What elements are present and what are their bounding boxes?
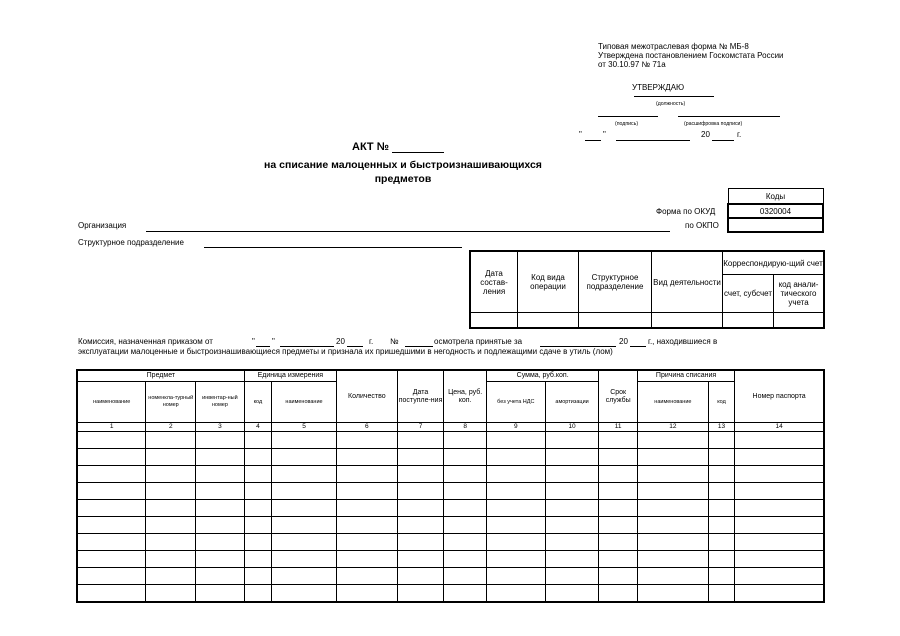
table-cell[interactable] (545, 500, 599, 517)
commission-year2: 20 (619, 337, 628, 346)
table-cell[interactable] (336, 568, 397, 585)
col-number: 5 (272, 423, 337, 432)
table-cell[interactable] (77, 551, 146, 568)
table-cell[interactable] (599, 449, 638, 466)
quantity-header: Количество (336, 370, 397, 423)
act-subtitle-line1: на списание малоценных и быстроизнашивающихся (264, 159, 542, 171)
table-cell[interactable] (397, 432, 444, 449)
commission-q1: " (252, 337, 255, 346)
col-number: 7 (397, 423, 444, 432)
organization-label: Организация (78, 221, 127, 230)
act-title: АКТ № (352, 141, 389, 153)
table-cell[interactable] (735, 483, 824, 500)
table-cell[interactable] (397, 466, 444, 483)
table-cell[interactable] (272, 466, 337, 483)
table-cell[interactable] (77, 432, 146, 449)
table-cell[interactable] (336, 517, 397, 534)
date-year-line (712, 140, 734, 141)
date-year-suffix: г. (737, 130, 742, 139)
table-cell[interactable] (545, 517, 599, 534)
table-cell[interactable] (397, 517, 444, 534)
table-cell[interactable] (272, 534, 337, 551)
table-cell[interactable] (545, 466, 599, 483)
items-table (76, 369, 825, 603)
table-cell[interactable] (196, 534, 245, 551)
table-cell[interactable] (244, 432, 271, 449)
table-cell[interactable] (244, 585, 271, 603)
table-cell[interactable] (735, 449, 824, 466)
sum-header: Сумма, руб.коп. (486, 370, 599, 382)
table-cell[interactable] (486, 534, 545, 551)
table-cell[interactable] (708, 466, 734, 483)
signature-line (598, 116, 658, 117)
okud-value: 0320004 (728, 204, 823, 218)
commission-line2: эксплуатации малоценные и быстроизнашивающиеся предметы и признала их пришедшими в негодность и подлежащими сдаче в утиль (лом) (78, 347, 613, 356)
table-cell[interactable] (146, 466, 196, 483)
table-row (77, 585, 824, 603)
table-cell[interactable] (336, 500, 397, 517)
codes-table (727, 188, 824, 233)
form-type: Типовая межотраслевая форма № МБ-8 (598, 42, 749, 51)
col-number: 12 (637, 423, 708, 432)
commission-accepted: осмотрела принятые за (434, 337, 523, 346)
col-number: 10 (545, 423, 599, 432)
table-cell[interactable] (244, 449, 271, 466)
table-cell[interactable] (599, 534, 638, 551)
col-number: 14 (735, 423, 824, 432)
col-number: 9 (486, 423, 545, 432)
table-row (77, 432, 824, 449)
col-number: 3 (196, 423, 245, 432)
codes-header: Коды (728, 189, 823, 205)
table-cell[interactable] (146, 534, 196, 551)
col-number: 13 (708, 423, 734, 432)
reason-name-header: наименование (637, 382, 708, 423)
doc-division-cell[interactable] (579, 313, 652, 329)
doc-analytics-cell[interactable] (774, 313, 825, 329)
table-cell[interactable] (637, 449, 708, 466)
table-cell[interactable] (486, 466, 545, 483)
form-header (598, 42, 784, 69)
item-name-header: наименование (77, 382, 146, 423)
table-cell[interactable] (599, 551, 638, 568)
division-field[interactable] (204, 247, 462, 248)
table-cell[interactable] (272, 483, 337, 500)
table-cell[interactable] (336, 483, 397, 500)
table-cell[interactable] (244, 483, 271, 500)
decode-line (678, 116, 780, 117)
table-cell[interactable] (486, 432, 545, 449)
table-cell[interactable] (545, 432, 599, 449)
table-cell[interactable] (735, 466, 824, 483)
passport-header: Номер паспорта (735, 370, 824, 423)
doc-opcode-cell[interactable] (518, 313, 579, 329)
doc-date-header: Дата состав-ления (470, 251, 518, 313)
item-nomen-header: номенкла-турный номер (146, 382, 196, 423)
table-cell[interactable] (545, 568, 599, 585)
doc-analytics-header: код анали-тического учета (774, 275, 825, 313)
table-cell[interactable] (545, 449, 599, 466)
table-cell[interactable] (196, 551, 245, 568)
date-month-line (616, 140, 690, 141)
col-number: 4 (244, 423, 271, 432)
commission-order-label: Комиссия, назначенная приказом от (78, 337, 213, 346)
table-cell[interactable] (146, 551, 196, 568)
table-cell[interactable] (599, 483, 638, 500)
table-cell[interactable] (444, 466, 487, 483)
doc-account-header: счет, субсчет (723, 275, 774, 313)
table-cell[interactable] (244, 534, 271, 551)
table-cell[interactable] (272, 500, 337, 517)
table-cell[interactable] (146, 517, 196, 534)
doc-table (469, 250, 825, 329)
table-cell[interactable] (637, 500, 708, 517)
table-cell[interactable] (444, 568, 487, 585)
table-cell[interactable] (637, 466, 708, 483)
okpo-label: по ОКПО (685, 221, 719, 230)
table-cell[interactable] (735, 517, 824, 534)
table-cell[interactable] (244, 466, 271, 483)
table-cell[interactable] (196, 517, 245, 534)
reason-header: Причина списания (637, 370, 734, 382)
table-body (77, 432, 824, 603)
table-cell[interactable] (637, 568, 708, 585)
table-row (77, 534, 824, 551)
date-quote-close: " (603, 130, 606, 139)
table-cell[interactable] (397, 500, 444, 517)
table-row (77, 517, 824, 534)
table-cell[interactable] (637, 534, 708, 551)
table-cell[interactable] (77, 534, 146, 551)
table-cell[interactable] (146, 483, 196, 500)
table-cell[interactable] (637, 483, 708, 500)
table-cell[interactable] (77, 483, 146, 500)
signature-caption: (подпись) (615, 121, 639, 127)
table-cell[interactable] (196, 432, 245, 449)
table-cell[interactable] (397, 534, 444, 551)
table-cell[interactable] (545, 551, 599, 568)
table-cell[interactable] (444, 449, 487, 466)
table-cell[interactable] (196, 466, 245, 483)
table-cell[interactable] (196, 585, 245, 603)
table-cell[interactable] (735, 568, 824, 585)
table-cell[interactable] (486, 483, 545, 500)
table-cell[interactable] (272, 568, 337, 585)
doc-opcode-header: Код вида операции (518, 251, 579, 313)
table-cell[interactable] (708, 483, 734, 500)
table-cell[interactable] (599, 500, 638, 517)
date-in-header: Дата поступле-ния (397, 370, 444, 423)
table-cell[interactable] (336, 534, 397, 551)
table-cell[interactable] (146, 585, 196, 603)
table-cell[interactable] (708, 449, 734, 466)
table-cell[interactable] (397, 551, 444, 568)
column-numbers-row (77, 423, 824, 432)
table-cell[interactable] (486, 551, 545, 568)
act-number-line (392, 152, 444, 153)
table-cell[interactable] (735, 500, 824, 517)
table-cell[interactable] (196, 568, 245, 585)
col-number: 8 (444, 423, 487, 432)
table-cell[interactable] (444, 534, 487, 551)
form-decree: от 30.10.97 № 71а (598, 60, 666, 69)
table-cell[interactable] (272, 551, 337, 568)
table-cell[interactable] (444, 432, 487, 449)
table-cell[interactable] (244, 500, 271, 517)
reason-code-header: код (708, 382, 734, 423)
table-cell[interactable] (77, 449, 146, 466)
date-day-line (585, 140, 601, 141)
table-cell[interactable] (599, 466, 638, 483)
item-inv-header: инвентар-ный номер (196, 382, 245, 423)
table-cell[interactable] (486, 568, 545, 585)
table-cell[interactable] (708, 585, 734, 603)
table-cell[interactable] (708, 432, 734, 449)
table-cell[interactable] (486, 585, 545, 603)
act-subtitle-line2: предметов (374, 173, 432, 185)
table-cell[interactable] (272, 585, 337, 603)
table-cell[interactable] (77, 517, 146, 534)
table-cell[interactable] (486, 449, 545, 466)
table-cell[interactable] (272, 517, 337, 534)
table-row (77, 568, 824, 585)
table-cell[interactable] (336, 432, 397, 449)
table-cell[interactable] (637, 551, 708, 568)
organization-field[interactable] (146, 231, 670, 232)
table-cell[interactable] (77, 500, 146, 517)
table-cell[interactable] (708, 534, 734, 551)
doc-activity-cell[interactable] (652, 313, 723, 329)
form-approved: Утверждена постановлением Госкомстата России (598, 51, 784, 60)
table-cell[interactable] (444, 551, 487, 568)
col-number: 11 (599, 423, 638, 432)
table-cell[interactable] (545, 483, 599, 500)
table-cell[interactable] (77, 568, 146, 585)
table-row (77, 466, 824, 483)
table-cell[interactable] (336, 551, 397, 568)
table-cell[interactable] (444, 585, 487, 603)
doc-division-header: Структурное подразделение (579, 251, 652, 313)
doc-corr-header: Корреспондирую-щий счет (723, 251, 825, 275)
table-cell[interactable] (77, 585, 146, 603)
table-cell[interactable] (599, 568, 638, 585)
table-cell[interactable] (272, 449, 337, 466)
table-cell[interactable] (486, 517, 545, 534)
table-cell[interactable] (708, 517, 734, 534)
table-cell[interactable] (486, 500, 545, 517)
table-cell[interactable] (735, 534, 824, 551)
table-cell[interactable] (735, 551, 824, 568)
sum-no-vat-header: без учета НДС (486, 382, 545, 423)
table-cell[interactable] (735, 585, 824, 603)
table-cell[interactable] (599, 585, 638, 603)
commission-g1: г. (369, 337, 374, 346)
table-cell[interactable] (272, 432, 337, 449)
table-cell[interactable] (444, 483, 487, 500)
okpo-value (728, 218, 823, 232)
table-cell[interactable] (336, 449, 397, 466)
table-cell[interactable] (336, 466, 397, 483)
date-quote-open: " (579, 130, 582, 139)
table-cell[interactable] (196, 449, 245, 466)
unit-name-header: наименование (272, 382, 337, 423)
table-cell[interactable] (599, 517, 638, 534)
commission-year1: 20 (336, 337, 345, 346)
table-cell[interactable] (444, 517, 487, 534)
table-cell[interactable] (336, 585, 397, 603)
table-cell[interactable] (708, 500, 734, 517)
table-cell[interactable] (146, 432, 196, 449)
okud-label: Форма по ОКУД (656, 207, 716, 216)
table-row (77, 551, 824, 568)
table-cell[interactable] (196, 483, 245, 500)
commission-located: г., находившиеся в (648, 337, 718, 346)
table-cell[interactable] (735, 432, 824, 449)
table-cell[interactable] (444, 500, 487, 517)
table-cell[interactable] (244, 517, 271, 534)
table-cell[interactable] (708, 551, 734, 568)
table-cell[interactable] (196, 500, 245, 517)
date-year-prefix: 20 (701, 130, 710, 139)
col-number: 1 (77, 423, 146, 432)
item-header: Предмет (77, 370, 244, 382)
table-cell[interactable] (146, 568, 196, 585)
division-label: Структурное подразделение (78, 238, 184, 247)
table-cell[interactable] (397, 449, 444, 466)
table-cell[interactable] (146, 449, 196, 466)
table-cell[interactable] (77, 466, 146, 483)
commission-no: № (390, 337, 399, 346)
commission-q2: " (272, 337, 275, 346)
approve-title: УТВЕРЖДАЮ (632, 83, 685, 92)
table-cell[interactable] (244, 551, 271, 568)
table-cell[interactable] (637, 432, 708, 449)
col-number: 2 (146, 423, 196, 432)
table-cell[interactable] (397, 568, 444, 585)
table-cell[interactable] (637, 585, 708, 603)
table-cell[interactable] (708, 568, 734, 585)
commission-text (78, 337, 213, 346)
table-row (77, 500, 824, 517)
table-cell[interactable] (397, 483, 444, 500)
table-cell[interactable] (545, 585, 599, 603)
table-cell[interactable] (397, 585, 444, 603)
commission-year2-line[interactable] (630, 346, 646, 347)
unit-header: Единица измерения (244, 370, 336, 382)
table-cell[interactable] (545, 534, 599, 551)
unit-code-header: код (244, 382, 271, 423)
position-caption: (должность) (656, 101, 686, 107)
doc-activity-header: Вид деятельности (652, 251, 723, 313)
col-number: 6 (336, 423, 397, 432)
table-cell[interactable] (637, 517, 708, 534)
table-row (77, 449, 824, 466)
doc-account-cell[interactable] (723, 313, 774, 329)
table-cell[interactable] (146, 500, 196, 517)
table-row (77, 483, 824, 500)
table-cell[interactable] (599, 432, 638, 449)
act-subtitle (228, 158, 578, 186)
position-line (634, 96, 714, 97)
doc-date-cell[interactable] (470, 313, 518, 329)
price-header: Цена, руб. коп. (444, 370, 487, 423)
service-header: Срок службы (599, 370, 638, 423)
sum-amort-header: амортизации (545, 382, 599, 423)
table-cell[interactable] (244, 568, 271, 585)
decode-caption: (расшифровка подписи) (684, 121, 743, 127)
